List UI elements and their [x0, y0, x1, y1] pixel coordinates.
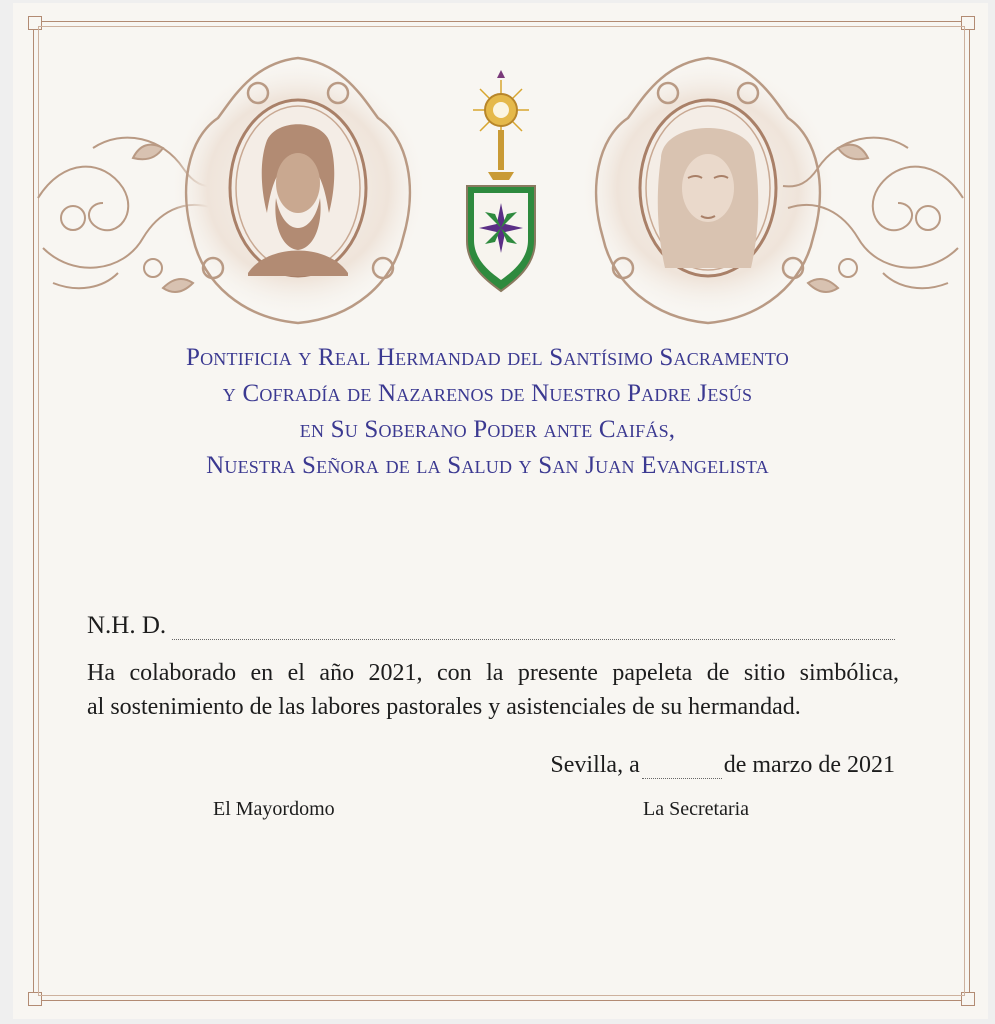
monstrance-and-shield-emblem-icon — [467, 70, 535, 291]
date-prefix: Sevilla, a — [550, 752, 640, 778]
date-line — [530, 752, 895, 779]
signature-secretaria: La Secretaria — [643, 798, 750, 820]
brotherhood-title — [40, 340, 935, 484]
contribution-statement — [87, 656, 899, 724]
ornamental-header — [33, 38, 968, 338]
title-line: en Su Soberano Poder ante Caifás, — [299, 416, 676, 443]
jesus-portrait-medallion-icon — [168, 58, 428, 323]
corner-ornament-icon — [28, 992, 42, 1006]
recipient-name-field — [87, 612, 895, 640]
date-suffix: de marzo de 2021 — [723, 752, 895, 778]
title-line: Pontificia y Real Hermandad del Santísimo Sacramento — [186, 344, 789, 371]
day-blank-line — [642, 762, 722, 779]
document-page — [13, 3, 988, 1019]
statement-line: al sostenimiento de las labores pastorales y asistenciales de su hermandad. — [87, 694, 801, 720]
nhd-label: N.H. D. — [87, 612, 167, 639]
virgin-portrait-medallion-icon — [578, 58, 838, 323]
corner-ornament-icon — [961, 992, 975, 1006]
statement-line: Ha colaborado en el año 2021, con la presente papeleta de sitio simbólica, — [87, 660, 899, 686]
title-line: Nuestra Señora de la Salud y San Juan Evangelista — [206, 452, 769, 479]
name-blank-line — [172, 621, 895, 640]
title-line: y Cofradía de Nazarenos de Nuestro Padre Jesús — [222, 380, 753, 407]
corner-ornament-icon — [28, 16, 42, 30]
signature-mayordomo: El Mayordomo — [213, 798, 335, 820]
corner-ornament-icon — [961, 16, 975, 30]
